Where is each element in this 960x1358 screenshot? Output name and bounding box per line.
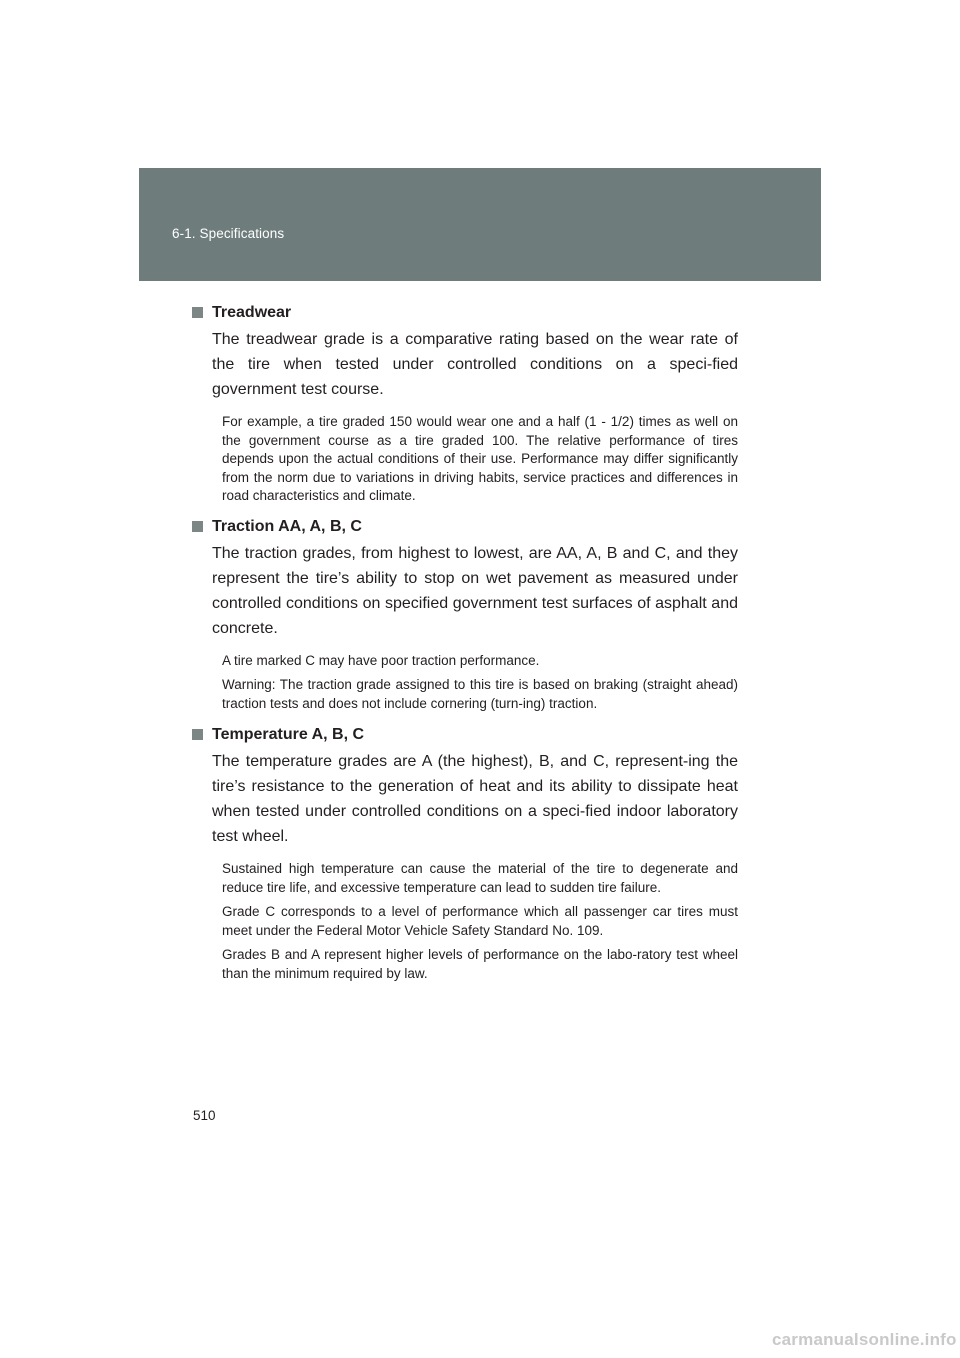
section-body: The traction grades, from highest to lowest, are AA, A, B and C, and they represent the tire’s ability to stop on wet pavement as measured under controlled conditions on specified government test surfaces of asphalt and concrete. — [212, 544, 738, 637]
note-text: Sustained high temperature can cause the material of the tire to degenerate and reduce tire life, and excessive temperature can lead to sudden tire failure. — [222, 861, 738, 895]
page-number: 510 — [193, 1108, 216, 1123]
note-text: A tire marked C may have poor traction performance. — [222, 652, 540, 668]
watermark: carmanualsonline.info — [772, 1330, 957, 1349]
section-heading — [184, 516, 738, 538]
section-treadwear — [212, 302, 738, 506]
section-body: The temperature grades are A (the highest), B, and C, represent-ing the tire’s resistance to the generation of heat and its ability to dissipate heat when tested under controlled conditions on a speci-fied indoor laboratory test wheel. — [212, 753, 738, 845]
note-block — [212, 413, 738, 506]
note-text: For example, a tire graded 150 would wear one and a half (1 - 1/2) times as well on the government course as a tire graded 100. The relative performance of tires depends upon the actual conditions of their use. Performance may differ significantly from the norm due to variations in driving habits, service practices and differences in road characteristics and climate. — [222, 414, 738, 503]
section-heading — [184, 724, 738, 746]
section-traction — [212, 516, 738, 714]
section-heading-text: Temperature A, B, C — [212, 726, 365, 743]
section-temperature — [212, 724, 738, 983]
section-heading-text: Traction AA, A, B, C — [212, 517, 362, 535]
warning-note-text: Warning: The traction grade assigned to this tire is based on braking (straight ahead) traction tests and does not include cornering (turn-ing) traction. — [222, 677, 738, 711]
square-bullet-icon — [192, 307, 203, 318]
square-bullet-icon — [192, 521, 203, 532]
section-heading-text: Treadwear — [212, 304, 292, 321]
section-heading — [184, 302, 738, 324]
note-text: Grades B and A represent higher levels of performance on the labo-ratory test wheel than the minimum required by law. — [222, 947, 738, 981]
page-content — [212, 302, 738, 983]
chapter-header-band — [139, 168, 821, 281]
note-block — [212, 860, 738, 983]
note-block — [212, 652, 738, 714]
note-text: Grade C corresponds to a level of performance which all passenger car tires must meet under the Federal Motor Vehicle Safety Standard No. 109. — [222, 904, 738, 938]
chapter-section-title: 6-1. Specifications — [172, 226, 285, 241]
square-bullet-icon — [192, 729, 203, 740]
section-body: The treadwear grade is a comparative rating based on the wear rate of the tire when tested under controlled conditions on a speci-fied government test course. — [212, 331, 738, 398]
